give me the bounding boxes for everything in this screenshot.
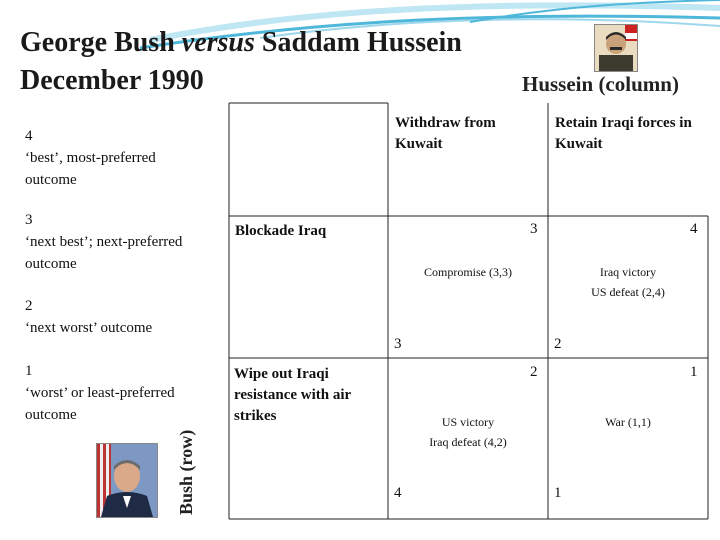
cell-2-1-column-payoff: 2 xyxy=(530,364,538,380)
cell-2-2-outcome: War (1,1) xyxy=(605,415,651,429)
cell-2-1-outcome: US victory Iraq defeat (4,2) xyxy=(429,415,507,449)
row-player-label: Bush (row) xyxy=(176,429,196,515)
cell-2-2-row-payoff: 1 xyxy=(554,485,562,501)
cell-1-2-column-payoff: 4 xyxy=(690,221,698,237)
preference-3: 3 ‘next best’; next-preferred outcome xyxy=(25,212,183,272)
row-header-air-strikes: Wipe out Iraqi resistance with air strikes xyxy=(234,366,351,424)
cell-2-2-column-payoff: 1 xyxy=(690,364,698,380)
preference-2: 2 ‘next worst’ outcome xyxy=(25,298,153,336)
column-player-label: Hussein (column) xyxy=(522,72,679,96)
cell-1-1-row-payoff: 3 xyxy=(394,336,402,352)
preference-1: 1 ‘worst’ or least-preferred outcome xyxy=(25,363,175,423)
slide-title-line1: George Bush versus Saddam Hussein xyxy=(20,27,462,58)
cell-1-1-column-payoff: 3 xyxy=(530,221,538,237)
slide-title-line2: December 1990 xyxy=(20,65,204,96)
cell-1-1-outcome: Compromise (3,3) xyxy=(424,265,512,279)
column-header-retain: Retain Iraqi forces in Kuwait xyxy=(555,115,692,152)
cell-2-1-row-payoff: 4 xyxy=(394,485,402,501)
cell-1-2-outcome: Iraq victory US defeat (2,4) xyxy=(591,265,665,299)
cell-1-2-row-payoff: 2 xyxy=(554,336,562,352)
preference-4: 4 ‘best’, most-preferred outcome xyxy=(25,128,156,188)
row-header-blockade: Blockade Iraq xyxy=(235,223,327,239)
column-header-withdraw: Withdraw from Kuwait xyxy=(395,115,496,152)
